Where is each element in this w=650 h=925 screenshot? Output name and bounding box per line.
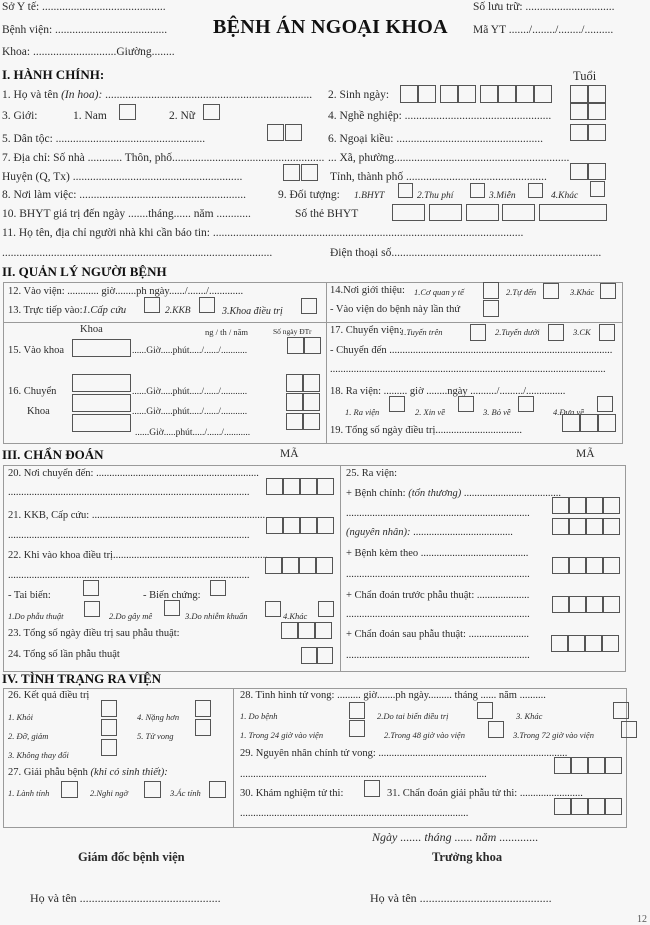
chuyen-khoa-time-2[interactable]: ......Giờ.....phút...../....../........... — [132, 407, 248, 417]
f22-code-box-2[interactable] — [282, 557, 299, 574]
f29-code-3[interactable] — [588, 757, 605, 774]
lanh-tinh-checkbox[interactable] — [61, 781, 78, 798]
nghi-ngo-label: 2.Nghi ngờ — [90, 788, 129, 798]
dia-chi-field[interactable]: 7. Địa chỉ: Số nhà ............ Thôn, phố..................................................... — [2, 152, 325, 164]
co-quan-y-te-label: 1.Cơ quan y tế — [414, 287, 464, 297]
section-3-heading: III. CHẨN ĐOÁN — [2, 447, 104, 462]
f24-box-2[interactable] — [317, 647, 333, 664]
gioi-nam-label: 1. Nam — [73, 110, 107, 122]
ngoai-kieu-field[interactable]: 6. Ngoại kiều: ................................................... — [328, 133, 543, 145]
kkb-label: 2.KKB — [165, 306, 191, 316]
nang-hon-label: 4. Nặng hơn — [137, 712, 180, 722]
bhyt-card-box-4[interactable] — [502, 204, 535, 221]
do-benh-checkbox[interactable] — [349, 702, 365, 719]
sinh-ngay-label: 2. Sinh ngày: — [328, 89, 390, 101]
trong-24-gio-label: 1. Trong 24 giờ vào viện — [240, 730, 324, 740]
date-column-header: ng / th / năm — [205, 327, 248, 337]
signature-date[interactable]: Ngày ....... tháng ...... năm ............. — [372, 830, 539, 844]
sau-phau-thuat-field[interactable]: + Chẩn đoán sau phẫu thuật: ....................... — [346, 629, 529, 640]
kkb-checkbox[interactable] — [199, 297, 215, 313]
truoc-pt-code-2[interactable] — [569, 596, 586, 613]
f21-code-box-1[interactable] — [266, 517, 283, 534]
f23-box-1[interactable] — [281, 622, 298, 639]
co-quan-y-te-checkbox[interactable] — [483, 282, 499, 299]
xin-ve-label: 2. Xin về — [415, 407, 445, 417]
f22-code-box-3[interactable] — [299, 557, 316, 574]
nguoi-nha-field[interactable]: 11. Họ tên, địa chỉ người nhà khi cần báo tin: ............................................................................................................ — [2, 227, 524, 239]
sau-phau-thuat-dots[interactable]: ...................................................................... — [346, 650, 530, 661]
gioi-label: 3. Giới: — [2, 110, 38, 122]
do-nhiem-khuan-checkbox[interactable] — [265, 601, 281, 617]
doi-tuong-label: 9. Đối tượng: — [278, 189, 340, 201]
tinh-field[interactable]: Tỉnh, thành phố ................................................. — [330, 171, 547, 183]
ket-qua-dieu-tri-label: 26. Kết quả điều trị — [8, 690, 90, 701]
ho-ten-field[interactable] — [2, 89, 312, 101]
chuyen-khoa-time-3[interactable]: ......Giờ.....phút...../....../........... — [135, 428, 251, 438]
chuyen-khoa-label-2: Khoa — [27, 406, 50, 417]
lanh-tinh-label: 1. Lành tính — [8, 788, 50, 798]
section-3-divider — [340, 465, 341, 672]
doi-tuong-thu-phi-checkbox[interactable] — [470, 183, 485, 198]
chan-doan-gp-dots[interactable]: ....................................................................................... — [240, 808, 469, 819]
f23-box-3[interactable] — [315, 622, 332, 639]
noi-chuyen-den-field[interactable]: 20. Nơi chuyển đến: .............................................................. — [8, 468, 259, 479]
nguyen-nhan-code-4[interactable] — [603, 518, 620, 535]
chuyen-den-field[interactable]: - Chuyển đến ..................................................................................... — [330, 345, 613, 356]
do-tai-bien-label: 2.Do tai biến điều trị — [377, 711, 449, 721]
tinh-box-1[interactable] — [570, 163, 588, 180]
tong-ngay-box-1[interactable] — [562, 414, 580, 432]
ac-tinh-checkbox[interactable] — [209, 781, 226, 798]
f20-code-box-3[interactable] — [300, 478, 317, 495]
bien-chung-label: - Biến chứng: — [143, 590, 201, 601]
nguyen-nhan-dots: ...................................... — [410, 527, 513, 538]
f29-code-4[interactable] — [605, 757, 622, 774]
khac-tu-vong-checkbox[interactable] — [613, 702, 629, 719]
khi-vao-khoa-dots[interactable]: ............................................................................................ — [8, 570, 250, 581]
dan-toc-box-1[interactable] — [267, 124, 284, 141]
benh-chinh-dots: ..................................... — [461, 488, 562, 499]
ra-vien-opt-label: 1. Ra viện — [345, 407, 380, 417]
f21-code-box-3[interactable] — [300, 517, 317, 534]
so-the-bhyt-label: Số thẻ BHYT — [295, 208, 359, 220]
chan-doan-gp-tu-thi-field[interactable]: 31. Chẩn đoán giải phẫu tử thi: ........................ — [387, 788, 583, 799]
tuyen-duoi-label: 2.Tuyến dưới — [495, 327, 540, 337]
chuyen-khoa-days-1b[interactable] — [303, 374, 320, 392]
ma-yt-field[interactable]: Mã YT ......./......../......../.......... — [473, 24, 614, 36]
giai-phau-benh-hint: (khi có sinh thiết): — [90, 767, 168, 778]
dob-box-8[interactable] — [534, 85, 552, 103]
ma-label-left: MÃ — [280, 448, 299, 460]
nghi-ngo-checkbox[interactable] — [144, 781, 161, 798]
benh-kem-theo-dots[interactable]: ...................................................................... — [346, 569, 530, 580]
ck-checkbox[interactable] — [599, 324, 615, 341]
khac-bien-chung-label: 4.Khác — [283, 611, 308, 621]
do-giam-checkbox[interactable] — [101, 719, 117, 736]
ho-ten-dots: ........................................................................ — [102, 89, 313, 101]
tong-so-ngay-dieu-tri-field[interactable]: 19. Tổng số ngày điều trị................................. — [330, 425, 523, 436]
ac-tinh-label: 3.Ác tính — [170, 788, 201, 798]
chuyen-khoa-time-1[interactable]: ......Giờ.....phút...../....../........... — [132, 387, 248, 397]
bhyt-card-box-2[interactable] — [429, 204, 462, 221]
lan-thu-label: - Vào viện do bệnh này lần thứ — [330, 304, 461, 315]
khoa-dieu-tri-label: 3.Khoa điều trị — [222, 306, 283, 317]
gioi-nam-checkbox[interactable] — [119, 104, 136, 120]
f22-code-box-1[interactable] — [265, 557, 282, 574]
giam-doc-name-field[interactable]: Họ và tên ............................................... — [30, 891, 221, 905]
khong-thay-doi-label: 3. Không thay đổi — [8, 750, 69, 760]
khoa-dieu-tri-checkbox[interactable] — [301, 298, 317, 314]
tong-ngay-box-3[interactable] — [598, 414, 616, 432]
cap-cuu-checkbox[interactable] — [144, 297, 160, 313]
ck-label: 3.CK — [573, 327, 591, 337]
doi-tuong-khac-checkbox[interactable] — [590, 181, 605, 197]
age-box-1[interactable] — [570, 85, 588, 103]
f21-code-box-2[interactable] — [283, 517, 300, 534]
tong-ngay-box-2[interactable] — [580, 414, 598, 432]
kkb-cap-cuu-field[interactable]: 21. KKB, Cấp cứu: .................................................................. — [8, 510, 266, 521]
nghe-nghiep-box-1[interactable] — [570, 103, 588, 120]
dan-toc-box-2[interactable] — [285, 124, 302, 141]
noi-lam-viec-field[interactable]: 8. Nơi làm việc: .......................................................... — [2, 189, 247, 201]
chuyen-khoa-days-1a[interactable] — [286, 374, 303, 392]
kham-nghiem-checkbox[interactable] — [364, 780, 380, 797]
ra-vien-dx-label: 25. Ra viện: — [346, 468, 398, 479]
do-benh-label: 1. Do bệnh — [240, 711, 278, 721]
doi-tuong-bhyt-checkbox[interactable] — [398, 183, 413, 198]
huyen-box-1[interactable] — [283, 164, 300, 181]
giai-phau-benh-label: 27. Giải phẫu bệnh — [8, 767, 91, 778]
bhyt-card-box-5[interactable] — [539, 204, 607, 221]
doi-tuong-mien-checkbox[interactable] — [528, 183, 543, 198]
khac-gioi-thieu-checkbox[interactable] — [600, 283, 616, 299]
section-2-row-divider — [3, 322, 623, 323]
vao-khoa-input[interactable] — [72, 339, 131, 357]
dua-ve-label: 4.Đưa về — [553, 407, 585, 417]
so-luu-tru-field[interactable]: Số lưu trữ: ............................... — [473, 1, 615, 13]
tuyen-tren-checkbox[interactable] — [470, 324, 486, 341]
chuyen-khoa-label-1: 16. Chuyển — [8, 386, 57, 397]
so-y-te-field[interactable]: Sở Y tế: ........................................... — [2, 1, 166, 13]
benh-chinh-code-4[interactable] — [603, 497, 620, 514]
kham-nghiem-tu-thi-label: 30. Khám nghiệm tử thi: — [240, 788, 344, 799]
sau-pt-code-4[interactable] — [602, 635, 619, 652]
chuyen-khoa-input-2[interactable] — [72, 394, 131, 412]
gioi-nu-label: 2. Nữ — [169, 110, 196, 122]
huyen-field[interactable]: Huyện (Q, Tx) ........................................................... — [2, 171, 243, 183]
nang-hon-checkbox[interactable] — [195, 700, 211, 717]
chuyen-khoa-days-2a[interactable] — [286, 393, 303, 411]
nguyen-nhan-code-2[interactable] — [569, 518, 586, 535]
page-title: BỆNH ÁN NGOẠI KHOA — [213, 16, 448, 38]
dob-box-4[interactable] — [458, 85, 476, 103]
dien-thoai-field[interactable]: Điện thoại số......................................................................... — [330, 247, 602, 259]
age-box-2[interactable] — [588, 85, 606, 103]
f20-code-box-4[interactable] — [317, 478, 334, 495]
chuyen-vien-label: 17. Chuyển viện: — [330, 325, 403, 336]
truoc-pt-code-4[interactable] — [603, 596, 620, 613]
chuyen-khoa-input-1[interactable] — [72, 374, 131, 392]
dob-box-5[interactable] — [480, 85, 498, 103]
so-lan-phau-thuat-label: 24. Tổng số lần phẫu thuật — [8, 649, 120, 660]
do-gay-me-label: 2.Do gây mê — [109, 611, 153, 621]
tuoi-label: Tuổi — [573, 69, 597, 83]
truong-khoa-name-field[interactable]: Họ và tên ............................................ — [370, 891, 552, 905]
tinh-box-2[interactable] — [588, 163, 606, 180]
f23-box-2[interactable] — [298, 622, 315, 639]
section-2-divider — [326, 282, 327, 444]
benh-chinh-code-3[interactable] — [586, 497, 603, 514]
nguoi-nha-dots[interactable]: .............................................................................................. — [2, 247, 273, 259]
truoc-pt-code-1[interactable] — [552, 596, 569, 613]
doi-tuong-bhyt-label: 1.BHYT — [354, 191, 385, 201]
bo-ve-label: 3. Bỏ về — [483, 407, 511, 417]
doi-tuong-thu-phi-label: 2.Thu phí — [417, 191, 454, 201]
do-giam-label: 2. Đỡ, giảm — [8, 731, 49, 741]
section-4-heading: IV. TÌNH TRẠNG RA VIỆN — [2, 671, 162, 686]
vao-khoa-days-box-1[interactable] — [287, 337, 304, 354]
f20-code-box-2[interactable] — [283, 478, 300, 495]
xa-phuong-field[interactable]: ... Xã, phường............................................................. — [328, 152, 570, 164]
f21-code-box-4[interactable] — [317, 517, 334, 534]
benh-chinh-code-2[interactable] — [569, 497, 586, 514]
dob-box-3[interactable] — [440, 85, 458, 103]
trong-48-gio-checkbox[interactable] — [488, 721, 504, 738]
f24-box-1[interactable] — [301, 647, 317, 664]
ngoai-kieu-box-2[interactable] — [588, 124, 606, 141]
section-4-divider — [233, 688, 234, 828]
f20-code-box-1[interactable] — [266, 478, 283, 495]
nghe-nghiep-field[interactable]: 4. Nghề nghiệp: ................................................... — [328, 110, 552, 122]
nghe-nghiep-box-2[interactable] — [588, 103, 606, 120]
ma-label-right: MÃ — [576, 448, 595, 460]
chuyen-khoa-days-3b[interactable] — [303, 413, 320, 430]
ra-vien-field[interactable]: 18. Ra viện: ......... giờ ........ngày ........../........./............... — [330, 386, 566, 397]
trong-72-gio-checkbox[interactable] — [621, 721, 637, 738]
truc-tiep-vao-label: 13. Trực tiếp vào: — [8, 305, 83, 316]
vao-vien-field[interactable]: 12. Vào viện: ............ giờ........ph ngày....../......./............. — [8, 286, 244, 297]
do-gay-me-checkbox[interactable] — [164, 600, 180, 616]
noi-chuyen-den-dots[interactable]: ............................................................................................ — [8, 487, 250, 498]
gioi-nu-checkbox[interactable] — [203, 104, 220, 120]
dan-toc-field[interactable]: 5. Dân tộc: .................................................... — [2, 133, 206, 145]
tai-bien-checkbox[interactable] — [83, 580, 99, 596]
truoc-phau-thuat-dots[interactable]: ...................................................................... — [346, 609, 530, 620]
benh-chinh-field[interactable] — [346, 488, 561, 499]
dob-box-1[interactable] — [400, 85, 418, 103]
trong-48-gio-label: 2.Trong 48 giờ vào viện — [384, 730, 465, 740]
nguyen-nhan-tu-vong-field[interactable]: 29. Nguyên nhân chính tử vong: ........................................................................ — [240, 748, 568, 759]
truoc-phau-thuat-field[interactable]: + Chẩn đoán trước phẫu thuật: .................... — [346, 590, 530, 601]
bhyt-card-box-3[interactable] — [466, 204, 499, 221]
ton-thuong-hint: (tổn thương) — [408, 488, 462, 499]
vao-khoa-days-box-2[interactable] — [304, 337, 321, 354]
do-tai-bien-checkbox[interactable] — [477, 702, 493, 719]
khac-tu-vong-label: 3. Khác — [516, 711, 543, 721]
tinh-hinh-tu-vong-field[interactable]: 28. Tình hình tử vong: ......... giờ.......ph ngày......... tháng ...... năm .......... — [240, 690, 546, 701]
trong-72-gio-label: 3.Trong 72 giờ vào viện — [513, 730, 594, 740]
f31-code-1[interactable] — [554, 798, 571, 815]
tu-vong-checkbox[interactable] — [195, 719, 211, 736]
nguyen-nhan-label: (nguyên nhân): — [346, 527, 411, 538]
chuyen-den-dots[interactable]: ......................................................................................................... — [330, 364, 606, 375]
do-phau-thuat-label: 1.Do phẫu thuật — [8, 611, 64, 621]
tu-den-label: 2.Tự đến — [506, 287, 537, 297]
khoa-column-header: Khoa — [80, 324, 103, 335]
chuyen-khoa-days-2b[interactable] — [303, 393, 320, 411]
trong-24-gio-checkbox[interactable] — [349, 720, 365, 737]
benh-kem-theo-field[interactable]: + Bệnh kèm theo ......................................... — [346, 548, 529, 559]
so-ngay-dtr-header: Số ngày ĐTr — [273, 327, 312, 336]
tuyen-duoi-checkbox[interactable] — [548, 324, 564, 341]
do-phau-thuat-checkbox[interactable] — [84, 601, 100, 617]
bo-ve-checkbox[interactable] — [518, 396, 534, 412]
kkb-cap-cuu-dots[interactable]: ............................................................................................ — [8, 530, 250, 541]
truong-khoa-title: Trưởng khoa — [432, 850, 503, 864]
page-number: 12 — [637, 914, 647, 925]
giam-doc-title: Giám đốc bệnh viện — [78, 850, 185, 864]
lan-thu-box[interactable] — [483, 300, 499, 317]
nguyen-nhan-field[interactable] — [346, 527, 513, 538]
bhyt-card-box-1[interactable] — [392, 204, 425, 221]
benh-chinh-label: + Bệnh chính: — [346, 488, 409, 499]
sau-pt-code-3[interactable] — [585, 635, 602, 652]
f29-code-1[interactable] — [554, 757, 571, 774]
khong-thay-doi-checkbox[interactable] — [101, 739, 117, 756]
khoa-giuong-field[interactable]: Khoa: .............................Giường........ — [2, 46, 175, 58]
dua-ve-checkbox[interactable] — [597, 396, 613, 412]
xin-ve-checkbox[interactable] — [458, 396, 474, 412]
truoc-pt-code-3[interactable] — [586, 596, 603, 613]
f29-code-2[interactable] — [571, 757, 588, 774]
chuyen-khoa-days-3a[interactable] — [286, 413, 303, 430]
nguyen-nhan-code-3[interactable] — [586, 518, 603, 535]
noi-gioi-thieu-label: 14.Nơi giới thiệu: — [330, 285, 405, 296]
benh-chinh-dots-2[interactable]: ...................................................................... — [346, 508, 530, 519]
ho-ten-label: 1. Họ và tên — [2, 89, 62, 101]
f31-code-2[interactable] — [571, 798, 588, 815]
bhyt-expiry-field[interactable]: 10. BHYT giá trị đến ngày .......tháng...... năm ............ — [2, 208, 251, 220]
cap-cuu-label: 1.Cấp cứu — [82, 305, 127, 316]
khoi-checkbox[interactable] — [101, 700, 117, 717]
nguyen-nhan-code-1[interactable] — [552, 518, 569, 535]
bien-chung-checkbox[interactable] — [210, 580, 226, 596]
giai-phau-benh-row — [8, 767, 168, 778]
sau-pt-code-1[interactable] — [551, 635, 568, 652]
huyen-box-2[interactable] — [301, 164, 318, 181]
doi-tuong-khac-label: 4.Khác — [551, 191, 579, 201]
section-1-heading: I. HÀNH CHÍNH: — [2, 67, 105, 82]
f31-code-3[interactable] — [588, 798, 605, 815]
chuyen-khoa-input-3[interactable] — [72, 414, 131, 432]
khac-bien-chung-checkbox[interactable] — [318, 601, 334, 617]
doi-tuong-mien-label: 3.Miễn — [489, 191, 516, 201]
f22-code-box-4[interactable] — [316, 557, 333, 574]
tu-vong-label: 5. Tử vong — [137, 731, 174, 741]
truc-tiep-vao-row — [8, 305, 126, 316]
khi-vao-khoa-field[interactable]: 22. Khi vào khoa điều trị........................................................... — [8, 550, 268, 561]
nguyen-nhan-tu-vong-dots[interactable]: .............................................................................................. — [240, 769, 487, 780]
benh-vien-field[interactable]: Bệnh viện: ....................................... — [2, 24, 168, 36]
dob-box-2[interactable] — [418, 85, 436, 103]
benh-chinh-code-1[interactable] — [552, 497, 569, 514]
benh-kem-code-4[interactable] — [603, 557, 620, 574]
ngoai-kieu-box-1[interactable] — [570, 124, 588, 141]
sau-pt-code-2[interactable] — [568, 635, 585, 652]
vao-khoa-time[interactable]: ......Giờ.....phút...../....../........... — [132, 346, 248, 356]
section-2-heading: II. QUẢN LÝ NGƯỜI BỆNH — [2, 264, 167, 279]
tuyen-tren-label: 1.Tuyến trên — [400, 327, 443, 337]
dob-box-7[interactable] — [516, 85, 534, 103]
khoi-label: 1. Khỏi — [8, 712, 34, 722]
f31-code-4[interactable] — [605, 798, 622, 815]
benh-kem-code-3[interactable] — [586, 557, 603, 574]
tu-den-checkbox[interactable] — [543, 283, 559, 299]
dob-box-6[interactable] — [498, 85, 516, 103]
benh-kem-code-1[interactable] — [552, 557, 569, 574]
ra-vien-checkbox[interactable] — [389, 396, 405, 412]
do-nhiem-khuan-label: 3.Do nhiễm khuẩn — [185, 611, 248, 621]
benh-kem-code-2[interactable] — [569, 557, 586, 574]
ngay-sau-phau-thuat-label: 23. Tổng số ngày điều trị sau phẫu thuật: — [8, 628, 180, 639]
vao-khoa-label: 15. Vào khoa — [8, 345, 65, 356]
tai-bien-label: - Tai biến: — [8, 590, 51, 601]
khac-gioi-thieu-label: 3.Khác — [570, 287, 595, 297]
ho-ten-hint: (In hoa): — [61, 89, 103, 101]
